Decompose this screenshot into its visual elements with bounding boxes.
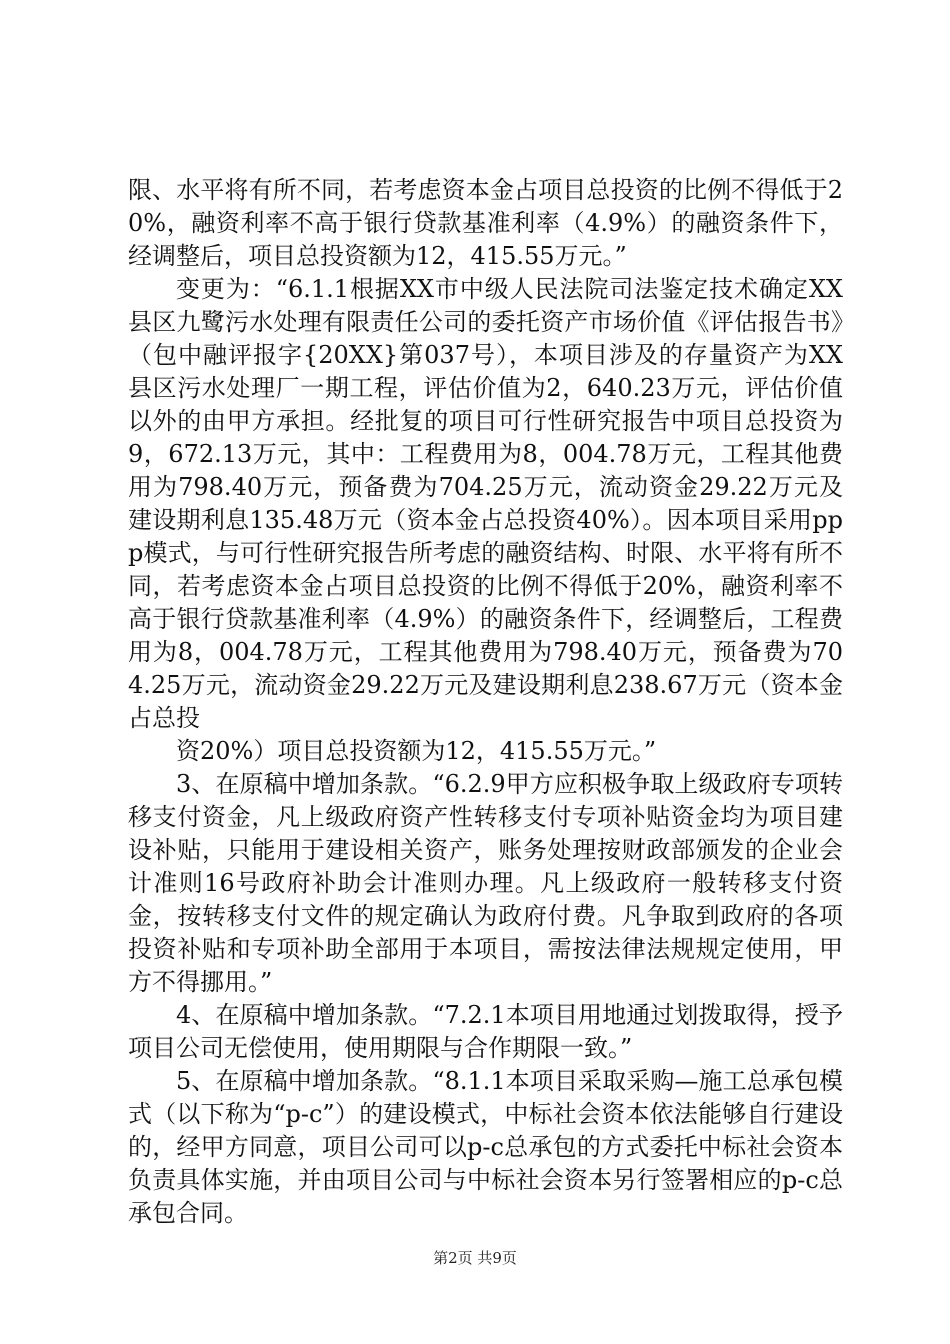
paragraph-continuation: 限、水平将有所不同，若考虑资本金占项目总投资的比例不得低于20%，融资利率不高于银行贷款基准利率（4.9%）的融资条件下，经调整后，项目总投资额为12，415.55万元。” bbox=[128, 176, 843, 270]
page-footer: 第2页 共9页 bbox=[433, 1249, 517, 1267]
paragraph-clause-5: 5、在原稿中增加条款。“8.1.1本项目采取采购—施工总承包模式（以下称为“p-c”）的建设模式，中标社会资本依法能够自行建设的，经甲方同意，项目公司可以p-c总承包的方式委托中标社会资本负责具体实施，并由项目公司与中标社会资本另行签署相应的p-c总承包合同。 bbox=[128, 1067, 843, 1227]
paragraph-clause-4: 4、在原稿中增加条款。“7.2.1本项目用地通过划拨取得，授予项目公司无偿使用，使用期限与合作期限一致。” bbox=[128, 1001, 843, 1062]
document-body bbox=[128, 174, 843, 1230]
paragraph-amendment-6-1-1-end: 资20%）项目总投资额为12，415.55万元。” bbox=[176, 737, 657, 765]
paragraph-clause-3: 3、在原稿中增加条款。“6.2.9甲方应积极争取上级政府专项转移支付资金，凡上级政府资产性转移支付专项补贴资金均为项目建设补贴，只能用于建设相关资产，账务处理按财政部颁发的企业会计准则16号政府补助会计准则办理。凡上级政府一般转移支付资金，按转移支付文件的规定确认为政府付费。凡争取到政府的各项投资补贴和专项补助全部用于本项目，需按法律法规规定使用，甲方不得挪用。” bbox=[128, 770, 843, 996]
paragraph-amendment-6-1-1: 变更为：“6.1.1根据XX市中级人民法院司法鉴定技术确定XX县区九鹭污水处理有限责任公司的委托资产市场价值《评估报告书》（包中融评报字{20XX}第037号），本项目涉及的存量资产为XX县区污水处理厂一期工程，评估价值为2，640.23万元，评估价值以外的由甲方承担。经批复的项目可行性研究报告中项目总投资为9，672.13万元，其中：工程费用为8，004.78万元，工程其他费用为798.40万元，预备费为704.25万元，流动资金29.22万元及建设期利息135.48万元（资本金占总投资40%）。因本项目采用ppp模式，与可行性研究报告所考虑的融资结构、时限、水平将有所不同，若考虑资本金占项目总投资的比例不得低于20%，融资利率不高于银行贷款基准利率（4.9%）的融资条件下，经调整后，工程费用为8，004.78万元，工程其他费用为798.40万元，预备费为704.25万元，流动资金29.22万元及建设期利息238.67万元（资本金占总投 bbox=[128, 275, 843, 732]
